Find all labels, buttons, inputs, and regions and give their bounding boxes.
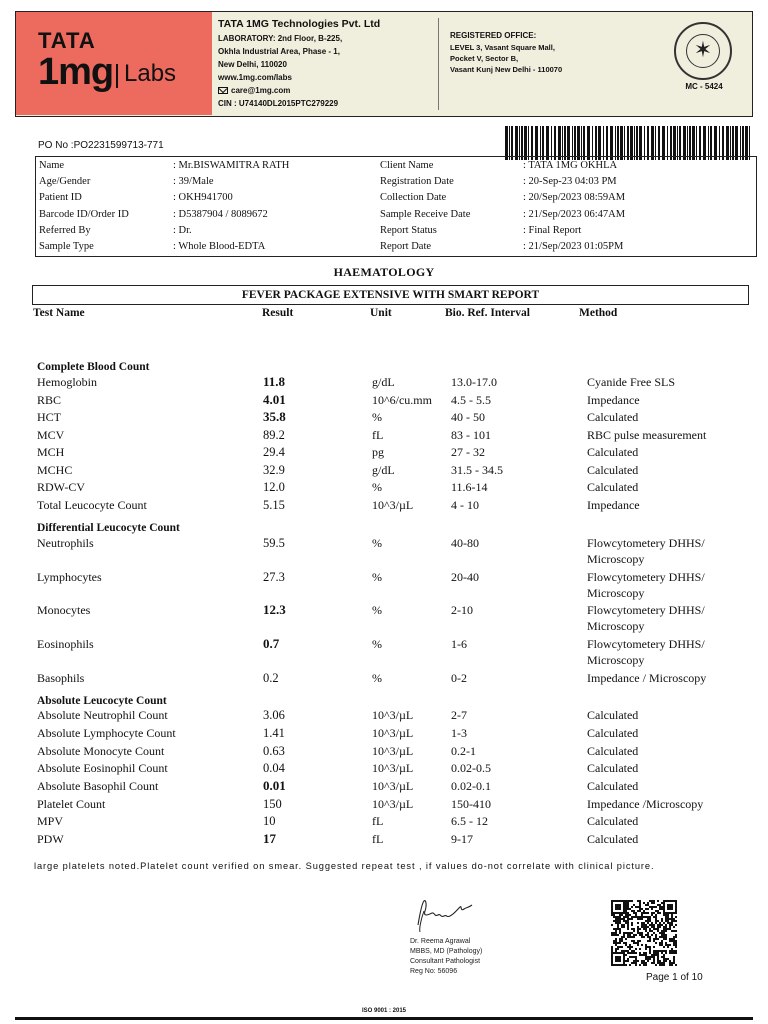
test-name: Total Leucocyte Count: [37, 498, 147, 512]
company-name: TATA 1MG Technologies Pvt. Ltd: [218, 18, 381, 30]
test-method: RBC pulse measurement: [587, 428, 707, 442]
patient-field-value: : TATA 1MG OKHLA: [523, 160, 618, 171]
test-method: Calculated: [587, 779, 639, 793]
tata-1mg-labs-logo: [16, 12, 212, 115]
page-number: Page 1 of 10: [646, 972, 703, 983]
test-method: Calculated: [587, 445, 639, 459]
test-ref-interval: 0.2-1: [451, 744, 476, 758]
test-name: Basophils: [37, 671, 85, 685]
test-unit: g/dL: [372, 375, 395, 389]
patient-field-value: : OKH941700: [173, 192, 233, 204]
footer-rule: [15, 1017, 753, 1020]
cin-number: CIN : U74140DL2015PTC279229: [218, 99, 339, 108]
test-name: Neutrophils: [37, 536, 94, 550]
barcode-icon: [505, 126, 753, 160]
logo-1mg-text: 1mg: [38, 51, 114, 93]
test-result: 12.3: [263, 602, 286, 617]
mail-icon: [218, 87, 228, 94]
column-method: Method: [579, 307, 618, 319]
test-result: 5.15: [263, 498, 285, 512]
test-method: Impedance / Microscopy: [587, 671, 707, 685]
patient-field-label: Collection Date: [380, 192, 447, 204]
patient-field-value: : 20/Sep/2023 08:59AM: [523, 192, 626, 204]
test-ref-interval: 13.0-17.0: [451, 375, 497, 389]
report-header: [15, 11, 753, 117]
test-unit: fL: [372, 832, 384, 846]
logo-divider: [116, 64, 118, 88]
test-result: 10: [263, 814, 276, 828]
lab-address-2: Okhla Industrial Area, Phase - 1,: [218, 47, 340, 56]
test-method: Calculated: [587, 832, 639, 846]
test-result: 27.3: [263, 570, 285, 584]
test-unit: %: [372, 671, 382, 685]
test-ref-interval: 2-7: [451, 708, 467, 722]
test-unit: 10^3/µL: [372, 779, 414, 793]
column-test-name: Test Name: [33, 307, 85, 319]
iso-certification: ISO 9001 : 2015: [361, 1008, 407, 1014]
patient-field-label: Registration Date: [380, 176, 454, 188]
registered-office: [450, 30, 620, 75]
test-method: Impedance: [587, 393, 640, 407]
logo-labs-text: Labs: [124, 60, 177, 87]
test-unit: 10^3/µL: [372, 744, 414, 758]
patient-field-label: Report Date: [380, 241, 432, 252]
column-ref-interval: Bio. Ref. Interval: [445, 307, 530, 319]
test-ref-interval: 11.6-14: [451, 480, 488, 494]
test-method: Impedance /Microscopy: [587, 797, 704, 811]
test-name: MCH: [37, 445, 65, 459]
test-unit: %: [372, 637, 382, 651]
test-name: Absolute Lymphocyte Count: [37, 726, 176, 740]
test-result: 0.01: [263, 778, 286, 793]
test-method-cont: Microscopy: [587, 653, 645, 667]
office-line-2: Pocket V, Sector B,: [450, 54, 519, 63]
patient-field-value: : Mr.BISWAMITRA RATH: [173, 160, 290, 171]
test-name: Monocytes: [37, 603, 91, 617]
test-unit: 10^3/µL: [372, 726, 414, 740]
test-result: 12.0: [263, 480, 285, 494]
column-result: Result: [262, 307, 294, 319]
test-result: 11.8: [263, 374, 286, 389]
patient-field-label: Report Status: [380, 224, 437, 236]
test-ref-interval: 83 - 101: [451, 428, 491, 442]
test-unit: g/dL: [372, 463, 395, 477]
test-method-cont: Microscopy: [587, 619, 645, 633]
patient-field-label: Age/Gender: [39, 176, 91, 188]
patient-field-value: : Whole Blood-EDTA: [173, 241, 266, 252]
test-ref-interval: 0.02-0.5: [451, 761, 491, 775]
test-ref-interval: 4 - 10: [451, 498, 479, 512]
patient-field-label: Sample Receive Date: [380, 208, 471, 220]
patient-field-value: : Final Report: [523, 224, 582, 236]
group-complete-blood-count: Complete Blood Count: [37, 361, 150, 373]
test-method: Cyanide Free SLS: [587, 375, 675, 389]
test-ref-interval: 40 - 50: [451, 410, 485, 424]
test-result: 0.63: [263, 744, 285, 758]
doctor-signature: [410, 895, 480, 933]
test-method: Calculated: [587, 726, 639, 740]
test-name: Absolute Eosinophil Count: [37, 761, 168, 775]
lab-address-3: New Delhi, 110020: [218, 60, 287, 69]
test-method: Calculated: [587, 744, 639, 758]
po-number: PO No :PO2231599713-771: [38, 140, 164, 151]
test-result: 0.2: [263, 671, 279, 685]
signatory-title: Consultant Pathologist: [410, 958, 481, 965]
test-ref-interval: 0-2: [451, 671, 467, 685]
test-ref-interval: 20-40: [451, 570, 479, 584]
group-differential-leucocyte-count: Differential Leucocyte Count: [37, 522, 180, 534]
patient-field-label: Name: [39, 160, 65, 171]
test-name: MCHC: [37, 463, 73, 477]
test-method: Flowcytometery DHHS/: [587, 637, 705, 651]
email-link[interactable]: care@1mg.com: [231, 86, 291, 95]
test-result: 1.41: [263, 726, 285, 740]
test-unit: 10^3/µL: [372, 761, 414, 775]
header-divider: [438, 18, 439, 110]
test-method: Calculated: [587, 463, 639, 477]
patient-field-value: : 21/Sep/2023 06:47AM: [523, 208, 626, 220]
test-result: 3.06: [263, 708, 285, 722]
patient-field-label: Patient ID: [39, 192, 82, 204]
test-unit: pg: [372, 445, 384, 459]
patient-field-value: : 21/Sep/2023 01:05PM: [523, 241, 624, 252]
test-name: RBC: [37, 393, 62, 407]
column-unit: Unit: [370, 307, 392, 319]
test-method: Flowcytometery DHHS/: [587, 603, 705, 617]
test-method-cont: Microscopy: [587, 586, 645, 600]
test-ref-interval: 150-410: [451, 797, 491, 811]
patient-field-label: Referred By: [39, 224, 91, 236]
test-unit: fL: [372, 428, 384, 442]
company-info: [218, 18, 436, 110]
accreditation-code: MC - 5424: [685, 82, 723, 91]
test-method: Calculated: [587, 480, 639, 494]
logo-tata-text: TATA: [38, 28, 96, 53]
office-line-1: LEVEL 3, Vasant Square Mall,: [450, 43, 555, 52]
patient-field-value: : Dr.: [173, 224, 192, 236]
section-title: HAEMATOLOGY: [333, 265, 435, 279]
test-name: Absolute Monocyte Count: [37, 744, 165, 758]
report-note: large platelets noted.Platelet count verified on smear. Suggested repeat test , if values do-not correlate with clinical picture.: [34, 861, 655, 871]
signatory-block: [410, 937, 482, 977]
test-method: Calculated: [587, 761, 639, 775]
patient-field-value: : 20-Sep-23 04:03 PM: [523, 176, 617, 188]
test-method-cont: Microscopy: [587, 552, 645, 566]
patient-field-value: : D5387904 / 8089672: [173, 208, 268, 220]
test-method: Calculated: [587, 708, 639, 722]
signatory-degree: MBBS, MD (Pathology): [410, 948, 483, 955]
test-unit: 10^3/µL: [372, 498, 414, 512]
test-name: HCT: [37, 410, 61, 424]
test-name: Eosinophils: [37, 637, 94, 651]
test-unit: fL: [372, 814, 384, 828]
patient-details: [35, 156, 757, 257]
test-method: Flowcytometery DHHS/: [587, 570, 705, 584]
test-unit: %: [372, 480, 382, 494]
test-method: Calculated: [587, 410, 639, 424]
qr-code-icon: [611, 900, 677, 966]
lab-address-1: 2nd Floor, B-225,: [277, 34, 343, 43]
office-title: REGISTERED OFFICE:: [450, 31, 537, 40]
test-unit: 10^3/µL: [372, 708, 414, 722]
test-result: 32.9: [263, 463, 285, 477]
lab-label: LABORATORY:: [218, 34, 276, 43]
package-title: FEVER PACKAGE EXTENSIVE WITH SMART REPORT: [32, 285, 749, 305]
test-result: 4.01: [263, 392, 286, 407]
test-unit: %: [372, 570, 382, 584]
signatory-name: Dr. Reema Agrawal: [410, 938, 471, 945]
test-unit: %: [372, 410, 382, 424]
test-name: MCV: [37, 428, 65, 442]
test-unit: 10^6/cu.mm: [372, 393, 432, 407]
test-ref-interval: 1-3: [451, 726, 467, 740]
accreditation-seal-icon: ✶: [674, 22, 732, 80]
test-name: PDW: [37, 832, 64, 846]
test-name: Absolute Neutrophil Count: [37, 708, 168, 722]
office-line-3: Vasant Kunj New Delhi - 110070: [450, 65, 563, 74]
test-ref-interval: 31.5 - 34.5: [451, 463, 503, 477]
test-ref-interval: 40-80: [451, 536, 479, 550]
test-ref-interval: 0.02-0.1: [451, 779, 491, 793]
test-result: 0.7: [263, 636, 280, 651]
test-ref-interval: 9-17: [451, 832, 473, 846]
test-name: Hemoglobin: [37, 375, 97, 389]
patient-field-label: Sample Type: [39, 241, 94, 252]
test-ref-interval: 2-10: [451, 603, 473, 617]
test-ref-interval: 27 - 32: [451, 445, 485, 459]
test-result: 59.5: [263, 536, 285, 550]
test-ref-interval: 4.5 - 5.5: [451, 393, 491, 407]
test-result: 29.4: [263, 445, 285, 459]
signatory-reg: Reg No: 56096: [410, 968, 458, 975]
test-ref-interval: 1-6: [451, 637, 467, 651]
group-absolute-leucocyte-count: Absolute Leucocyte Count: [37, 695, 167, 707]
patient-field-value: : 39/Male: [173, 176, 214, 188]
patient-field-label: Client Name: [380, 160, 434, 171]
website-link[interactable]: www.1mg.com/labs: [218, 73, 292, 82]
test-ref-interval: 6.5 - 12: [451, 814, 488, 828]
test-result: 0.04: [263, 761, 285, 775]
test-name: MPV: [37, 814, 64, 828]
test-unit: 10^3/µL: [372, 797, 414, 811]
test-result: 17: [263, 831, 276, 846]
test-name: Absolute Basophil Count: [37, 779, 159, 793]
test-method: Calculated: [587, 814, 639, 828]
test-result: 35.8: [263, 409, 286, 424]
test-method: Impedance: [587, 498, 640, 512]
test-unit: %: [372, 603, 382, 617]
test-result: 150: [263, 797, 282, 811]
test-name: RDW-CV: [37, 480, 85, 494]
test-unit: %: [372, 536, 382, 550]
test-method: Flowcytometery DHHS/: [587, 536, 705, 550]
test-name: Platelet Count: [37, 797, 106, 811]
test-name: Lymphocytes: [37, 570, 102, 584]
patient-field-label: Barcode ID/Order ID: [39, 208, 129, 220]
test-result: 89.2: [263, 428, 285, 442]
